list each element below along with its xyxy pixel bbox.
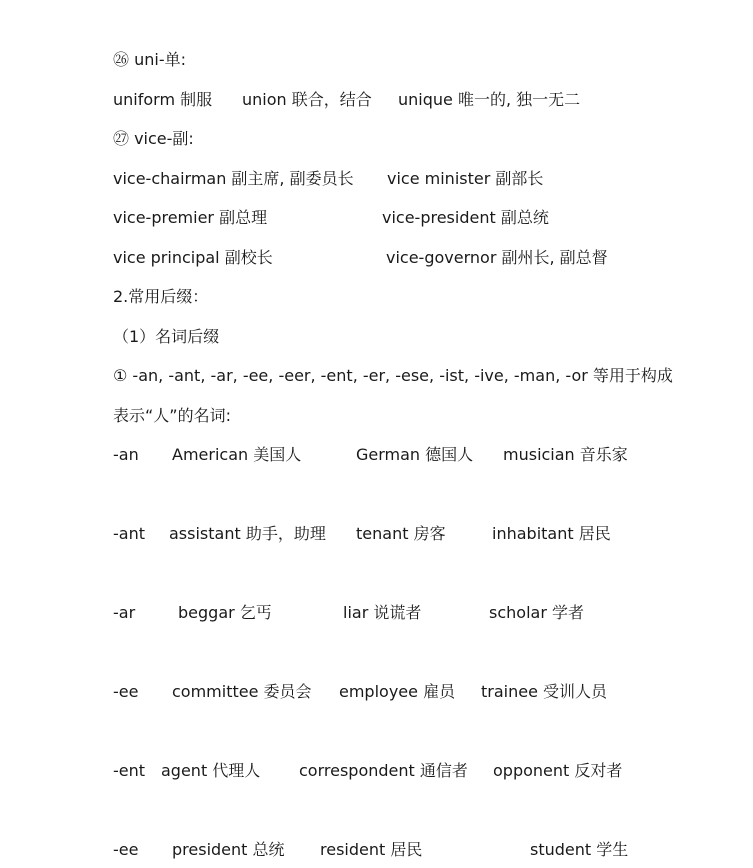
intro-line-2: 表示“人”的名词: <box>113 406 231 425</box>
suffix-label: -ee <box>113 840 139 859</box>
suffix-example: tenant 房客 <box>356 524 446 543</box>
vice-word-chairman: vice-chairman 副主席, 副委员长 <box>113 169 354 188</box>
vice-word-principal: vice principal 副校长 <box>113 248 273 267</box>
suffix-example: inhabitant 居民 <box>492 524 611 543</box>
uni-word-union: union 联合，结合 <box>242 90 372 109</box>
suffix-label: -ant <box>113 524 145 543</box>
suffix-row <box>113 837 673 863</box>
sub-title: （1）名词后缀 <box>113 327 220 346</box>
uni-heading: ㉖ uni-单: <box>113 50 186 69</box>
uni-row <box>113 87 673 113</box>
suffix-row <box>113 521 673 547</box>
vice-word-president: vice-president 副总统 <box>382 208 549 227</box>
vice-word-premier: vice-premier 副总理 <box>113 208 268 227</box>
uni-word-uniform: uniform 制服 <box>113 90 213 109</box>
suffix-example: liar 说谎者 <box>343 603 422 622</box>
suffix-example: American 美国人 <box>172 445 302 464</box>
suffix-example: musician 音乐家 <box>503 445 628 464</box>
suffix-row <box>113 442 673 468</box>
intro-line-1: ① -an, -ant, -ar, -ee, -eer, -ent, -er, -ese, -ist, -ive, -man, -or 等用于构成 <box>113 366 673 385</box>
suffix-example: scholar 学者 <box>489 603 584 622</box>
suffix-example: resident 居民 <box>320 840 423 859</box>
suffix-example: beggar 乞丐 <box>178 603 272 622</box>
suffix-example: employee 雇员 <box>339 682 456 701</box>
vice-word-minister: vice minister 副部长 <box>387 169 544 188</box>
suffix-example: agent 代理人 <box>161 761 261 780</box>
suffix-example: German 德国人 <box>356 445 474 464</box>
suffix-example: student 学生 <box>530 840 629 859</box>
suffix-example: president 总统 <box>172 840 285 859</box>
suffix-example: opponent 反对者 <box>493 761 623 780</box>
suffix-label: -ar <box>113 603 136 622</box>
vice-word-governor: vice-governor 副州长, 副总督 <box>386 248 608 267</box>
suffix-row <box>113 758 673 784</box>
suffix-example: assistant 助手，助理 <box>169 524 326 543</box>
vice-row-1 <box>113 166 673 192</box>
vice-row-3 <box>113 245 673 271</box>
suffix-label: -ent <box>113 761 146 780</box>
suffix-row <box>113 600 673 626</box>
uni-word-unique: unique 唯一的, 独一无二 <box>398 90 581 109</box>
suffix-example: trainee 受训人员 <box>481 682 608 701</box>
section-title: 2.常用后缀： <box>113 287 209 306</box>
suffix-example: correspondent 通信者 <box>299 761 468 780</box>
suffix-row <box>113 679 673 705</box>
suffix-example: committee 委员会 <box>172 682 312 701</box>
suffix-label: -an <box>113 445 139 464</box>
suffix-label: -ee <box>113 682 139 701</box>
vice-row-2 <box>113 205 673 231</box>
vice-heading: ㉗ vice-副: <box>113 129 194 148</box>
